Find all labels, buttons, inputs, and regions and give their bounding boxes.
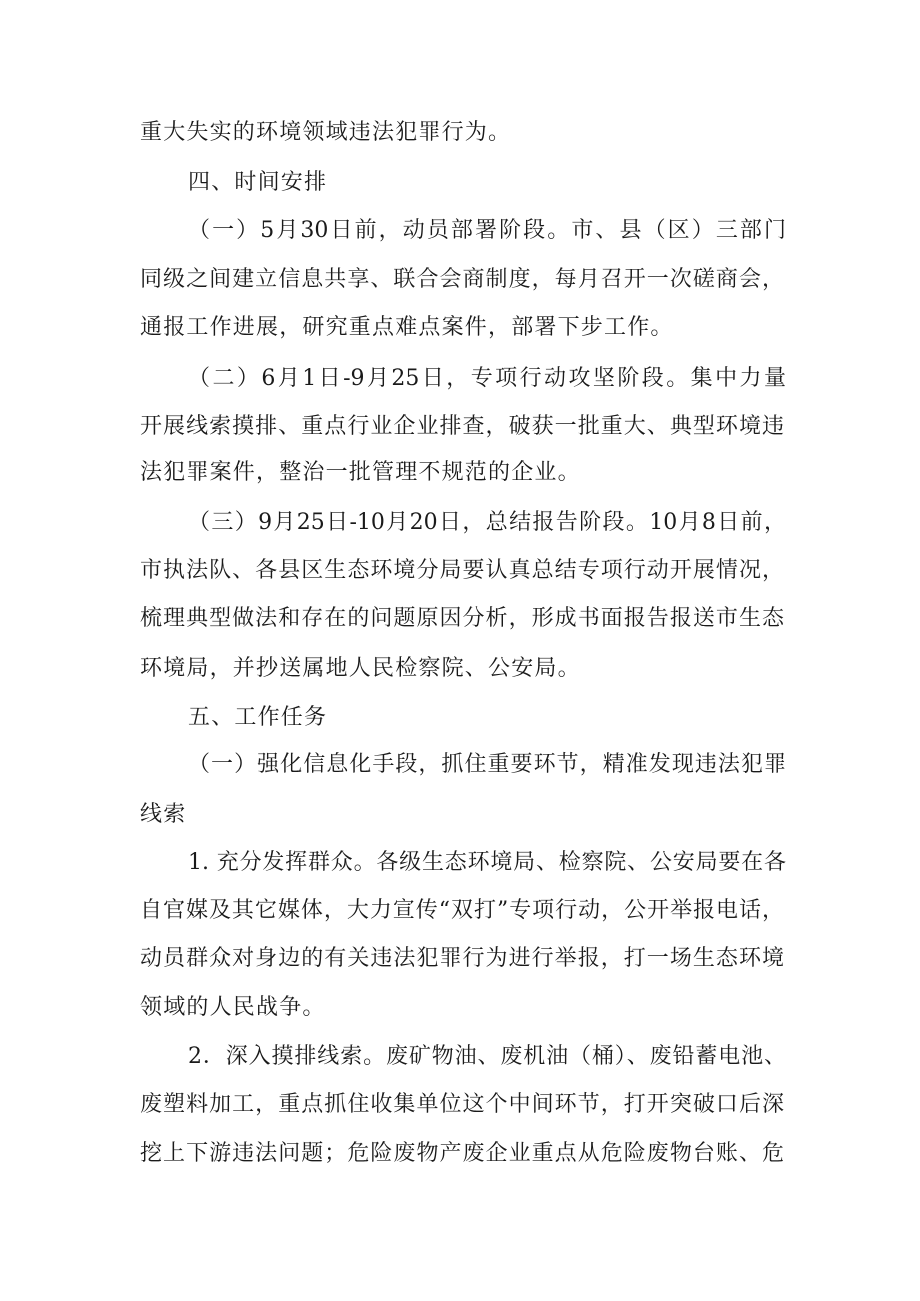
text-line: （二）6月1日-9月25日，专项行动攻坚阶段。集中力量 (188, 366, 786, 391)
text-line: 通报工作进展，研究重点难点案件，部署下步工作。 (140, 315, 674, 340)
text-line: 法犯罪案件，整治一批管理不规范的企业。 (140, 460, 581, 485)
section-heading: 四、时间安排 (188, 170, 328, 195)
text-line: （三）9月25日-10月20日，总结报告阶段。10月8日前， (188, 510, 786, 535)
text-line: 动员群众对身边的有关违法犯罪行为进行举报，打一场生态环境 (140, 946, 784, 971)
text-line: （一）5月30日前，动员部署阶段。市、县（区）三部门 (188, 218, 786, 243)
text-line: 重大失实的环境领域违法犯罪行为。 (140, 120, 512, 145)
text-line: 1. 充分发挥群众。各级生态环境局、检察院、公安局要在各 (188, 850, 786, 875)
text-line: 自官媒及其它媒体，大力宣传“双打”专项行动，公开举报电话， (140, 898, 784, 923)
text-line: 2．深入摸排线索。废矿物油、废机油（桶）、废铅蓄电池、 (188, 1044, 786, 1069)
text-line: 废塑料加工，重点抓住收集单位这个中间环节，打开突破口后深 (140, 1092, 784, 1117)
text-line: 领域的人民战争。 (140, 995, 326, 1020)
subsection-heading: （一）强化信息化手段，抓住重要环节，精准发现违法犯罪 (188, 752, 786, 777)
text-line: 梳理典型做法和存在的问题原因分析，形成书面报告报送市生态 (140, 606, 784, 631)
subsection-heading: 线索 (140, 802, 187, 827)
text-line: 开展线索摸排、重点行业企业排查，破获一批重大、典型环境违 (140, 414, 784, 439)
section-heading: 五、工作任务 (188, 705, 328, 730)
text-line: 环境局，并抄送属地人民检察院、公安局。 (140, 656, 581, 681)
text-line: 挖上下游违法问题；危险废物产废企业重点从危险废物台账、危 (140, 1141, 784, 1166)
text-line: 同级之间建立信息共享、联合会商制度，每月召开一次磋商会， (140, 267, 784, 292)
text-line: 市执法队、各县区生态环境分局要认真总结专项行动开展情况， (140, 558, 784, 583)
